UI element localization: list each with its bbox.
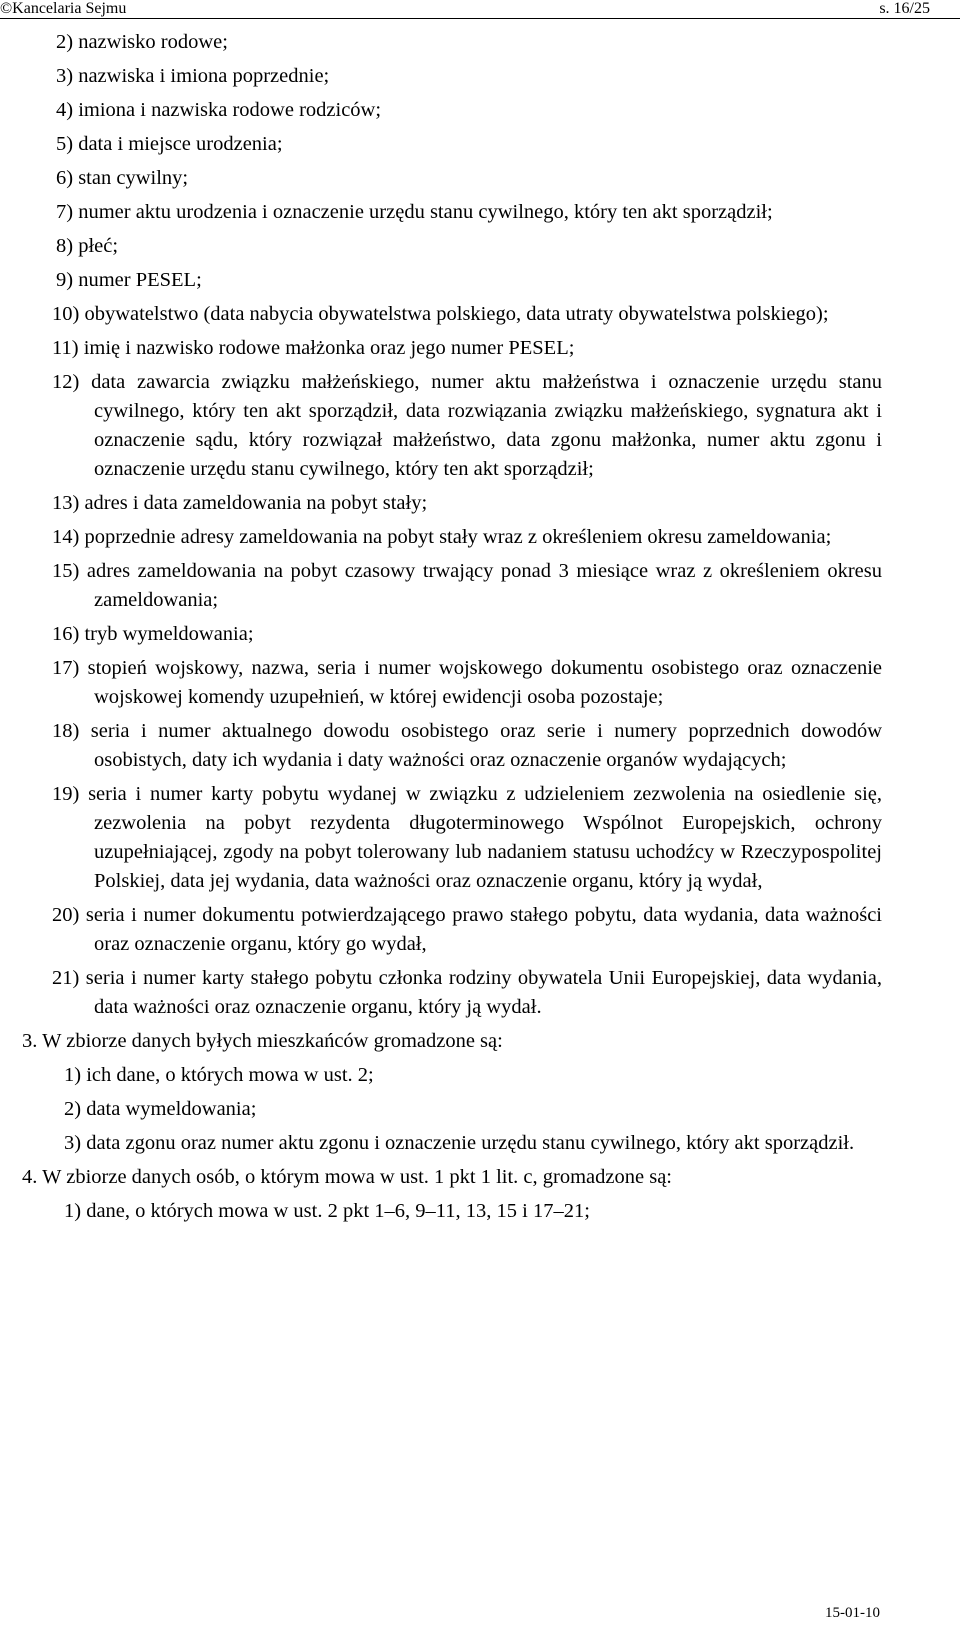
list-item: 16) tryb wymeldowania;: [52, 623, 254, 645]
list-item: 18) seria i numer aktualnego dowodu osobistego oraz serie i numery poprzednich dowodów osobistych, daty ich wydania i daty ważności oraz oznaczenie organów wydających;: [52, 720, 882, 771]
list-item: 20) seria i numer dokumentu potwierdzającego prawo stałego pobytu, data wydania, data ważności oraz oznaczenie organu, który go wydał,: [52, 904, 882, 955]
list-item: 21) seria i numer karty stałego pobytu członka rodziny obywatela Unii Europejskiej, data wydania, data ważności oraz oznaczenie organu, który ją wydał.: [52, 967, 882, 1018]
list-item: 2) data wymeldowania;: [64, 1098, 257, 1120]
header-rule: [0, 18, 960, 19]
page-header: [0, 0, 960, 18]
copyright-label: ©Kancelaria Sejmu: [0, 0, 127, 17]
list-item: 12) data zawarcia związku małżeńskiego, numer aktu małżeństwa i oznaczenie urzędu stanu cywilnego, który ten akt sporządził, data rozwiązania związku małżeńskiego, sygnatura akt i oznaczenie sądu, który rozwiązał małżeństwo, data zgonu małżonka, numer aktu zgonu i oznaczenie urzędu stanu cywilnego, który ten akt sporządził;: [52, 371, 882, 480]
list-item: 14) poprzednie adresy zameldowania na pobyt stały wraz z określeniem okresu zameldowania;: [52, 526, 832, 548]
list-item: 1) ich dane, o których mowa w ust. 2;: [64, 1064, 374, 1086]
list-item: 4) imiona i nazwiska rodowe rodziców;: [56, 99, 382, 121]
list-item: 10) obywatelstwo (data nabycia obywatelstwa polskiego, data utraty obywatelstwa polskiego);: [52, 303, 829, 325]
list-item: 8) płeć;: [56, 235, 119, 257]
list-item: 2) nazwisko rodowe;: [56, 31, 228, 53]
list-item: 7) numer aktu urodzenia i oznaczenie urzędu stanu cywilnego, który ten akt sporządził;: [56, 201, 773, 223]
list-item: 6) stan cywilny;: [56, 167, 189, 189]
paragraph-3: 3. W zbiorze danych byłych mieszkańców gromadzone są:: [22, 1030, 503, 1052]
list-item: 11) imię i nazwisko rodowe małżonka oraz jego numer PESEL;: [52, 337, 575, 359]
list-item: 19) seria i numer karty pobytu wydanej w związku z udzieleniem zezwolenia na osiedlenie się, zezwolenia na pobyt rezydenta długoterminowego Wspólnot Europejskich, ochrony uzupełniającej, zgody na pobyt tolerowany lub nadaniem statusu uchodźcy w Rzeczypospolitej Polskiej, data jej wydania, data ważności oraz oznaczenie organu, który ją wydał,: [52, 783, 882, 892]
list-item: 5) data i miejsce urodzenia;: [56, 133, 283, 155]
list-item: 17) stopień wojskowy, nazwa, seria i numer wojskowego dokumentu osobistego oraz oznaczenie wojskowej komendy uzupełnień, w której ewidencji osoba pozostaje;: [52, 657, 882, 708]
list-item: 9) numer PESEL;: [56, 269, 202, 291]
footer-date: 15-01-10: [825, 1605, 880, 1621]
document-body: [0, 28, 960, 1231]
list-item: 13) adres i data zameldowania na pobyt stały;: [52, 492, 428, 514]
page-number: s. 16/25: [879, 0, 930, 17]
paragraph-4: 4. W zbiorze danych osób, o którym mowa w ust. 1 pkt 1 lit. c, gromadzone są:: [22, 1166, 672, 1188]
list-item: 3) data zgonu oraz numer aktu zgonu i oznaczenie urzędu stanu cywilnego, który akt sporządził.: [64, 1132, 855, 1154]
list-item: 3) nazwiska i imiona poprzednie;: [56, 65, 330, 87]
list-item: 15) adres zameldowania na pobyt czasowy trwający ponad 3 miesiące wraz z określeniem okresu zameldowania;: [52, 560, 882, 611]
list-item: 1) dane, o których mowa w ust. 2 pkt 1–6, 9–11, 13, 15 i 17–21;: [64, 1200, 590, 1222]
